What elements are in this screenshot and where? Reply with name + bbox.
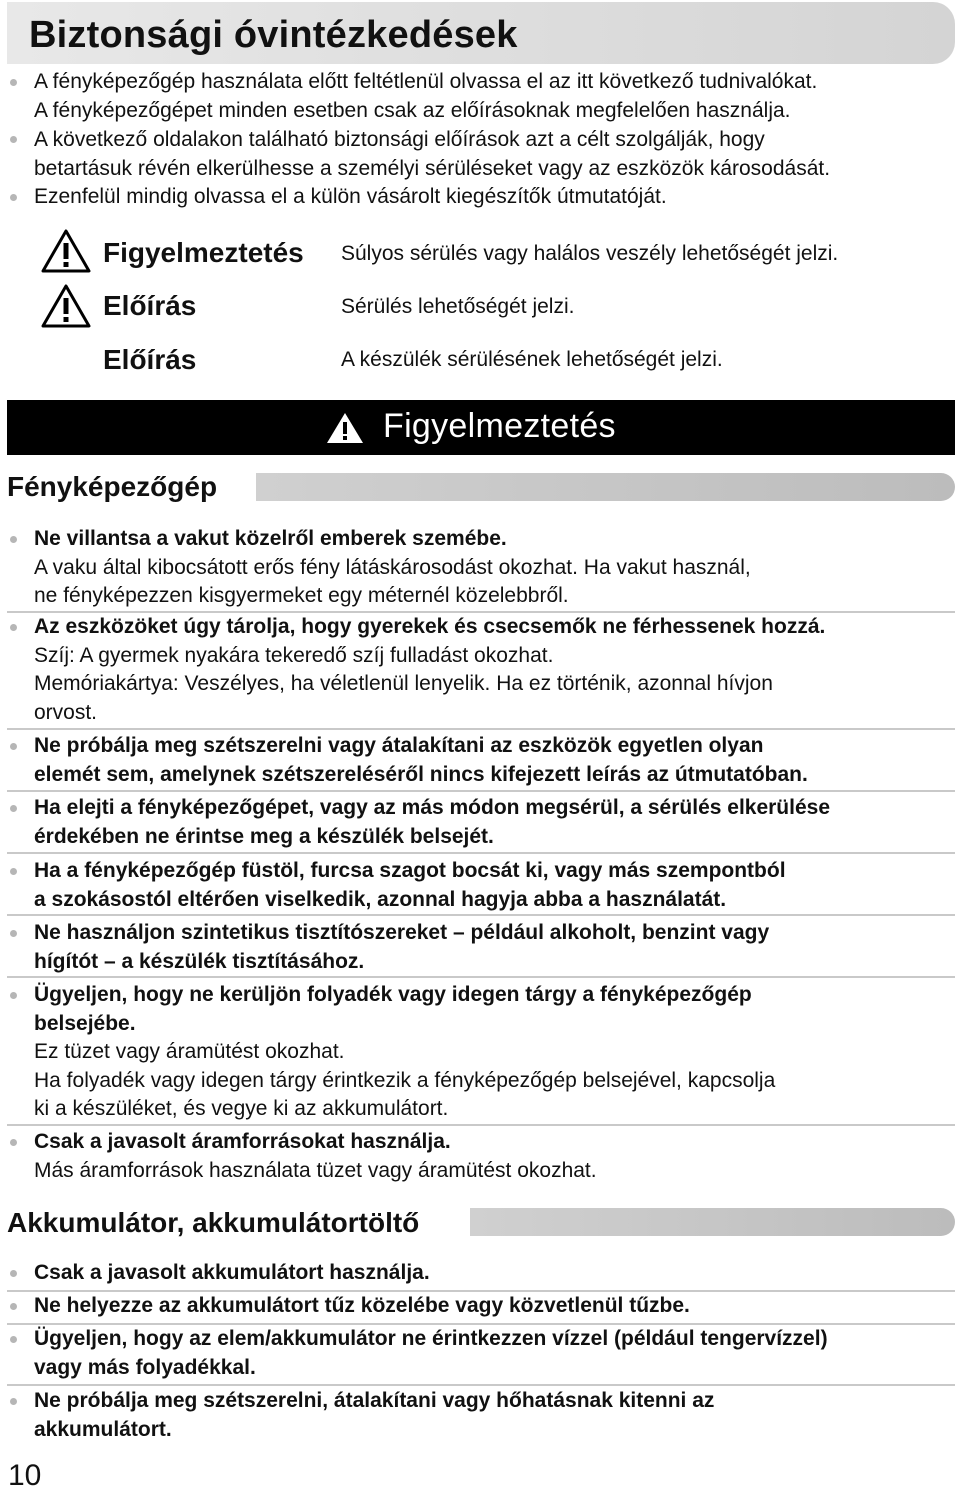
battery-item-1: Csak a javasolt akkumulátort használja. [34, 1261, 430, 1284]
camera-item-8: Csak a javasolt áramforrásokat használja. Más áramforrások használata tüzet vagy áramütést okozhat. [34, 1130, 597, 1182]
divider [7, 914, 955, 916]
camera-bullet-1 [10, 536, 17, 543]
warning-banner-icon [325, 411, 365, 445]
divider [7, 1384, 955, 1386]
camera-bullet-4 [10, 805, 17, 812]
camera-bullet-3 [10, 743, 17, 750]
camera-bullet-6 [10, 930, 17, 937]
camera-item-5: Ha a fényképezőgép füstöl, furcsa szagot bocsát ki, vagy más szempontból a szokásostól eltérően viselkedik, azonnal hagyja abba a használatát. [34, 859, 786, 911]
legend-label-warning: Figyelmeztetés [103, 237, 304, 268]
battery-item-2: Ne helyezze az akkumulátort tűz közelébe vagy közvetlenül tűzbe. [34, 1294, 690, 1317]
divider [7, 852, 955, 854]
battery-item-3: Ügyeljen, hogy az elem/akkumulátor ne érintkezzen vízzel (például tengervízzel) vagy más folyadékkal. [34, 1327, 828, 1379]
caution-triangle-icon [40, 283, 92, 329]
title-bar [7, 2, 955, 64]
intro-text-3: Ezenfelül mindig olvassa el a külön vásárolt kiegészítők útmutatóját. [34, 185, 667, 208]
warning-banner-text: Figyelmeztetés [383, 407, 616, 445]
camera-bullet-5 [10, 868, 17, 875]
battery-bullet-1 [10, 1270, 17, 1277]
section-heading-battery: Akkumulátor, akkumulátortöltő [7, 1207, 420, 1238]
intro-text-2: A következő oldalakon található biztonsági előírások azt a célt szolgálják, hogy betartásuk révén elkerülhesse a személyi sérüléseket vagy az eszközök károsodását. [34, 128, 831, 180]
divider [7, 976, 955, 978]
camera-bullet-7 [10, 992, 17, 999]
section-heading-camera: Fényképezőgép [7, 471, 218, 502]
camera-item-2: Az eszközöket úgy tárolja, hogy gyerekek és csecsemők ne férhessenek hozzá. Szíj: A gyermek nyakára tekeredő szíj fulladást okozhat. Memóriakártya: Veszélyes, ha véletlenül lenyelik. Ha ez történik, azonnal hívjon orvost. [34, 615, 826, 724]
page-number: 10 [8, 1459, 42, 1492]
camera-item-1: Ne villantsa a vakut közelről emberek szemébe. A vaku által kibocsátott erős fény látáskárosodást okozhat. Ha vakut használ, ne fényképezzen kisgyermeket egy méternél közelebbről. [34, 527, 751, 607]
legend-desc-caution: Sérülés lehetőségét jelzi. [341, 295, 575, 318]
intro-text-1: A fényképezőgép használata előtt feltétlenül olvassa el az itt következő tudnivalókat. A fényképezőgépet minden esetben csak az előírásoknak megfelelően használja. [34, 70, 818, 122]
battery-item-4: Ne próbálja meg szétszerelni, átalakítani vagy hőhatásnak kitenni az akkumulátort. [34, 1389, 715, 1441]
camera-bullet-2 [10, 624, 17, 631]
battery-bullet-3 [10, 1336, 17, 1343]
intro-bullet-3 [10, 194, 17, 201]
divider [7, 1124, 955, 1126]
camera-item-7: Ügyeljen, hogy ne kerüljön folyadék vagy idegen tárgy a fényképezőgép belsejébe. Ez tüzet vagy áramütést okozhat. Ha folyadék vagy idegen tárgy érintkezik a fényképezőgép belsejével, kapcsolja ki a készüléket, és vegye ki az akkumulátort. [34, 983, 776, 1120]
battery-bullet-4 [10, 1398, 17, 1405]
camera-item-4: Ha elejti a fényképezőgépet, vagy az más módon megsérül, a sérülés elkerülése érdekében ne érintse meg a készülék belsejét. [34, 796, 831, 848]
section-bar-battery [470, 1208, 955, 1236]
intro-bullet-1 [10, 79, 17, 86]
legend-label-caution: Előírás [103, 290, 197, 321]
divider [7, 728, 955, 730]
section-bar-camera [256, 473, 955, 501]
warning-triangle-icon [40, 228, 92, 274]
page-title: Biztonsági óvintézkedések [29, 14, 518, 56]
camera-item-6: Ne használjon szintetikus tisztítószereket – például alkoholt, benzint vagy hígítót – a készülék tisztításához. [34, 921, 770, 973]
battery-bullet-2 [10, 1303, 17, 1310]
legend-desc-caution-device: A készülék sérülésének lehetőségét jelzi. [341, 348, 723, 371]
camera-bullet-8 [10, 1139, 17, 1146]
legend-desc-warning: Súlyos sérülés vagy halálos veszély lehetőségét jelzi. [341, 242, 839, 265]
legend-label-caution-device: Előírás [103, 344, 197, 375]
intro-bullet-2 [10, 136, 17, 143]
warning-banner [7, 400, 955, 455]
divider [7, 790, 955, 792]
camera-item-3: Ne próbálja meg szétszerelni vagy átalakítani az eszközök egyetlen olyan elemét sem, amelynek szétszereléséről nincs kifejezett leírás az útmutatóban. [34, 734, 808, 786]
